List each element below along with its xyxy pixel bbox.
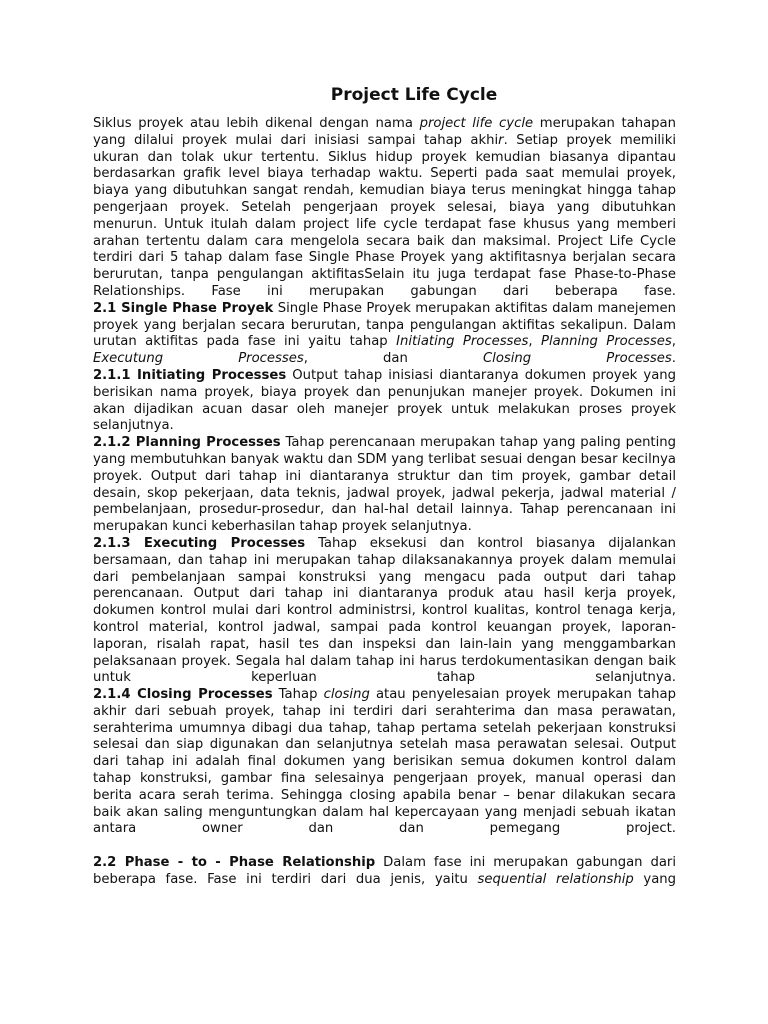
section-2-1-4-paragraph	[93, 687, 676, 838]
text-run: Dalam fase ini merupakan gabungan dari beberapa fase. Fase ini terdiri dari dua jenis, yaitu	[93, 855, 676, 887]
text-run: , dan	[303, 351, 483, 367]
section-heading: 2.1.4 Closing Processes	[93, 687, 273, 703]
section-2-2-paragraph	[93, 855, 676, 889]
intro-paragraph	[93, 116, 676, 301]
italic-term: Planning Processes	[541, 334, 672, 350]
text-run: Tahap	[272, 687, 324, 703]
text-run: yang	[633, 871, 676, 887]
italic-term: project life cycle	[419, 116, 534, 131]
section-heading: 2.1.1 Initiating Processes	[93, 367, 287, 383]
section-2-1-3-paragraph	[93, 536, 676, 687]
text-run: merupakan tahapan yang dilalui proyek mulai dari inisiasi sampai tahap akhi	[93, 116, 676, 148]
section-heading: 2.1 Single Phase Proyek	[93, 300, 274, 316]
document-title: Project Life Cycle	[330, 85, 498, 105]
italic-term: Initiating Processes	[396, 334, 529, 350]
section-2-1-1-paragraph	[93, 368, 676, 435]
document-body	[93, 116, 676, 889]
text-run: Siklus proyek atau lebih dikenal dengan nama	[93, 116, 420, 131]
section-2-1-2-paragraph	[93, 435, 676, 536]
text-run: ,	[671, 334, 676, 350]
text-run: .	[671, 351, 676, 367]
section-2-1-paragraph	[93, 301, 676, 368]
italic-term: Executung Processes	[93, 351, 304, 367]
text-run: Output tahap inisiasi diantaranya dokumen proyek yang berisikan nama proyek, biaya proyek dan penunjukan manejer proyek. Dokumen ini akan dijadikan acuan dasar oleh manejer proyek untuk melakukan proses proyek selanjutnya.	[93, 367, 677, 434]
text-run: . Setiap proyek memiliki ukuran dan tolak ukur tertentu. Siklus hidup proyek kemudian biasanya dipantau berdasarkan grafik level biaya terhadap waktu. Seperti pada saat memulai proyek, biaya yang dibutuhkan sangat rendah, kemudian biaya terus meningkat hingga tahap pengerjaan proyek. Setelah pengerjaan proyek selesai, biaya yang dibutuhkan menurun. Untuk itulah dalam project life cycle terdapat fase khusus yang memberi arahan tertentu dalam cara mengelola secara baik dan maksimal. Project Life Cycle terdiri dari 5 tahap dalam fase Single Phase Proyek yang aktifitasnya berjalan secara berurutan, tanpa pengulangan aktifitasSelain itu juga terdapat fase Phase-to-Phase Relationships. Fase ini merupakan gabungan dari beberapa fase.	[93, 132, 677, 299]
section-heading: 2.1.2 Planning Processes	[93, 435, 281, 451]
italic-term: r	[498, 132, 504, 148]
text-run: Tahap eksekusi dan kontrol biasanya dijalankan bersamaan, dan tahap ini merupakan tahap dilaksanakannya proyek dalam memulai dari pembelanjaan sampai konstruksi yang mengacu pada output dari tahap perencanaan. Output dari tahap ini diantaranya produk atau hasil kerja proyek, dokumen kontrol mulai dari kontrol administrsi, kontrol kualitas, kontrol tenaga kerja, kontrol material, kontrol jadwal, sampai pada kontrol keuangan proyek, laporan-laporan, risalah rapat, hasil tes dan inspeksi dan lain-lain yang menggambarkan pelaksanaan proyek. Segala hal dalam tahap ini harus terdokumentasikan dengan baik untuk keperluan tahap selanjutnya.	[93, 535, 677, 686]
italic-term: Closing Processes	[482, 351, 672, 367]
text-run: atau penyelesaian proyek merupakan tahap akhir dari sebuah proyek, tahap ini terdiri dari serahterima dan masa perawatan, serahterima umumnya dibagi dua tahap, tahap pertama setelah pekerjaan konstruksi selesai dan siap digunakan dan selanjutnya setelah masa perawatan selesai. Output dari tahap ini adalah final dokumen yang berisikan semua dokumen kontrol dalam tahap konstruksi, gambar fina selesainya pengerjaan proyek, manual operasi dan berita acara serah terima. Sehingga closing apabila benar – benar dilakukan secara baik akan saling menguntungkan dalam hal kepercayaan yang menjadi sebuah ikatan antara owner dan dan pemegang project.	[93, 687, 676, 837]
section-heading: 2.1.3 Executing Processes	[93, 535, 306, 551]
italic-term: sequential relationship	[477, 871, 634, 887]
text-run: Single Phase Proyek merupakan aktifitas dalam manejemen proyek yang berjalan secara berurutan, tanpa pengulangan aktifitas sekalipun. Dalam urutan aktifitas pada fase ini yaitu tahap	[93, 300, 676, 350]
section-heading: 2.2 Phase - to - Phase Relationship	[93, 855, 376, 871]
italic-term: closing	[323, 687, 370, 703]
text-run: Tahap perencanaan merupakan tahap yang paling penting yang membutuhkan banyak waktu dan SDM yang terlibat sesuai dengan besar kecilnya proyek. Output dari tahap ini diantaranya struktur dan tim proyek, gambar detail desain, skop pekerjaan, data teknis, jadwal proyek, jadwal pekerja, jadwal material / pembelanjaan, prosedur-prosedur, dan hal-hal detail lainnya. Tahap perencanaan ini merupakan kunci keberhasilan tahap proyek selanjutnya.	[93, 435, 676, 535]
text-run: ,	[528, 334, 542, 350]
